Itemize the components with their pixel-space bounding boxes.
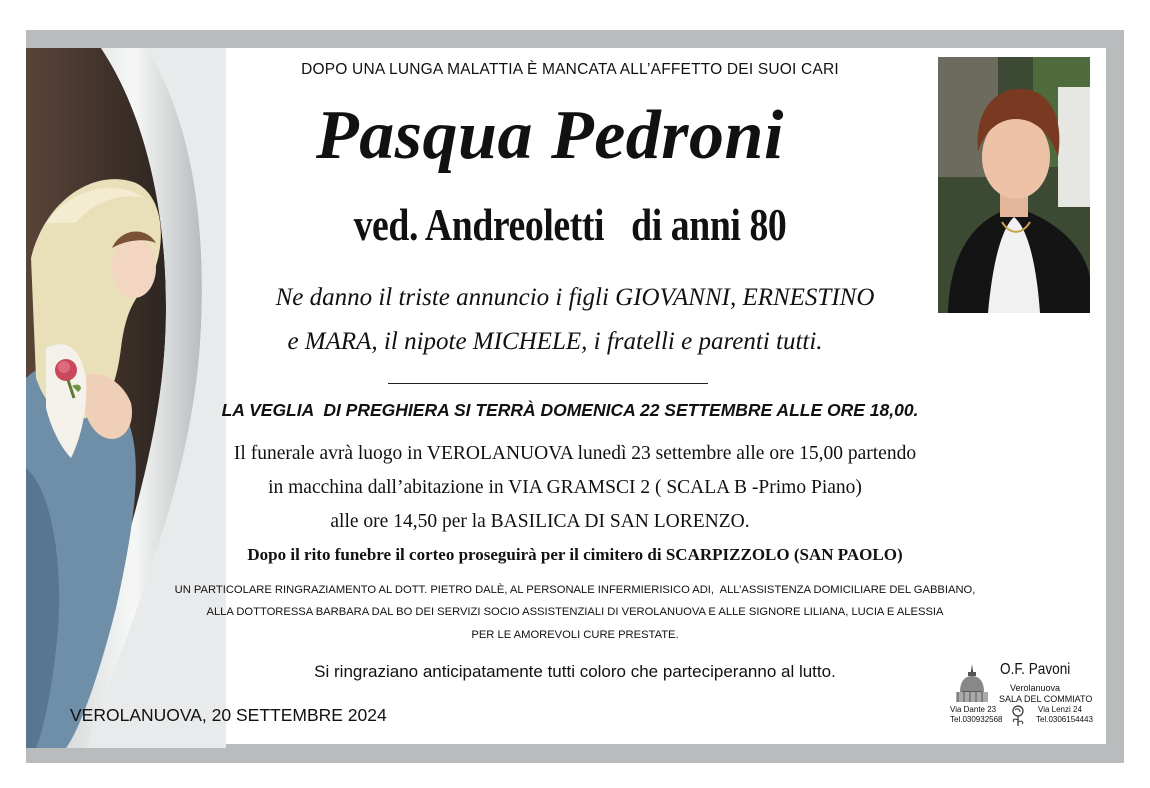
intro-line: DOPO UNA LUNGA MALATTIA È MANCATA ALL’AFFETTO DEI SUOI CARI bbox=[301, 61, 839, 78]
funeral-home-name: O.F. Pavoni bbox=[1000, 661, 1071, 678]
funeral-home-address-1: Via Dante 23 bbox=[950, 705, 997, 714]
thanks-line-1: UN PARTICOLARE RINGRAZIAMENTO AL DOTT. PIETRO DALÈ, AL PERSONALE INFERMIERISICO ADI, ALL’ASSISTENZA DOMICILIARE DEL GABBIANO, bbox=[174, 584, 976, 596]
madonna-praying-image bbox=[26, 48, 226, 748]
cortege-notice: Dopo il rito funebre il corteo proseguirà per il cimitero di SCARPIZZOLO (SAN PAOLO) bbox=[247, 545, 903, 564]
thanks-line-2: ALLA DOTTORESSA BARBARA DAL BO DEI SERVIZI SOCIO ASSISTENZIALI DI VEROLANUOVA E ALLE SIGNORE LILIANA, LUCIA E ALESSIA bbox=[206, 606, 944, 618]
announcement-line-2: e MARA, il nipote MICHELE, i fratelli e parenti tutti. bbox=[287, 328, 823, 355]
widow-and-age: ved. Andreoletti di anni 80 bbox=[353, 199, 787, 250]
place-and-date: VEROLANUOVA, 20 SETTEMBRE 2024 bbox=[70, 705, 387, 725]
madonna-panel bbox=[26, 48, 226, 748]
general-thanks: Si ringraziano anticipatamente tutti coloro che parteciperanno al lutto. bbox=[314, 662, 836, 681]
funeral-home-phone-2: Tel.0306154443 bbox=[1036, 715, 1093, 724]
funeral-line-3: alle ore 14,50 per la BASILICA DI SAN LORENZO. bbox=[330, 511, 750, 532]
funeral-home-phone-1: Tel.030932568 bbox=[950, 715, 1003, 724]
deceased-portrait-photo bbox=[938, 57, 1090, 313]
funeral-home-hall: SALA DEL COMMIATO bbox=[999, 694, 1093, 704]
funeral-home-city: Verolanuova bbox=[1010, 683, 1061, 693]
thanks-line-3: PER LE AMOREVOLI CURE PRESTATE. bbox=[471, 629, 679, 641]
vigil-notice: LA VEGLIA DI PREGHIERA SI TERRÀ DOMENICA 22 SETTEMBRE ALLE ORE 18,00. bbox=[221, 400, 919, 420]
church-dome-logo-icon bbox=[952, 662, 992, 706]
divider bbox=[388, 383, 708, 384]
rose-logo-icon bbox=[1008, 705, 1028, 727]
deceased-name: Pasqua Pedroni bbox=[316, 97, 784, 174]
announcement-line-1: Ne danno il triste annuncio i figli GIOVANNI, ERNESTINO bbox=[275, 284, 875, 311]
funeral-line-2: in macchina dall’abitazione in VIA GRAMSCI 2 ( SCALA B -Primo Piano) bbox=[268, 477, 862, 498]
funeral-home-address-2: Via Lenzi 24 bbox=[1038, 705, 1082, 714]
funeral-line-1: Il funerale avrà luogo in VEROLANUOVA lunedì 23 settembre alle ore 15,00 partendo bbox=[233, 443, 917, 464]
